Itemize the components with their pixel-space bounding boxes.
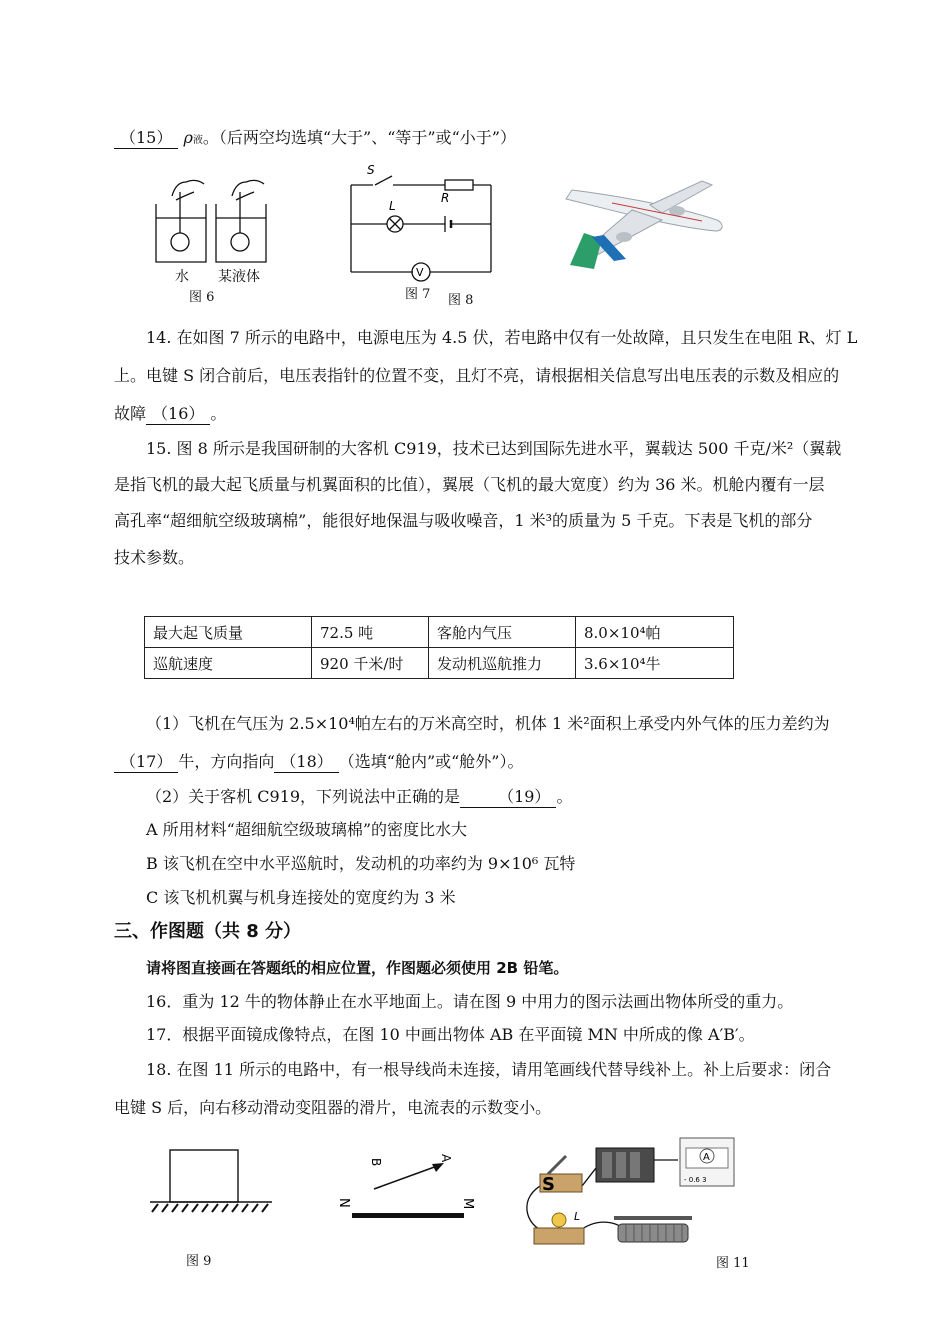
table-cell: 8.0×10⁴帕 (576, 617, 734, 648)
figure-9 (148, 1146, 274, 1216)
q18-line2: 电键 S 后，向右移动滑动变阻器的滑片，电流表的示数变小。 (114, 1098, 552, 1117)
fig7-label-r: R (441, 191, 450, 205)
q14-line2: 上。电键 S 闭合前后，电压表指针的位置不变，且灯不亮，请根据相关信息写出电压表的示数及相应的 (114, 366, 840, 385)
fig7-label-s: S (367, 163, 375, 177)
figure-11 (518, 1136, 748, 1252)
fig11-label-l: L (574, 1210, 581, 1223)
option-a: A 所用材料“超细航空级玻璃棉”的密度比水大 (146, 820, 468, 839)
q16: 16．重为 12 牛的物体静止在水平地面上。请在图 9 中用力的图示法画出物体所受的重力。 (146, 992, 794, 1011)
fig9-caption: 图 9 (186, 1254, 212, 1269)
rho-subscript: 液 (192, 135, 203, 146)
table-row (145, 648, 734, 679)
table-cell: 3.6×10⁴牛 (576, 648, 734, 679)
fig6-caption: 图 6 (189, 290, 215, 305)
table-cell: 920 千米/时 (312, 648, 429, 679)
q15-1-line1: （1）飞机在气压为 2.5×10⁴帕左右的万米高空时，机体 1 米²面积上承受内外气体的压力差约为 (146, 714, 830, 733)
q15-line1: 15. 图 8 所示是我国研制的大客机 C919，技术已达到国际先进水平，翼载达 500 千克/米²（翼载 (146, 439, 842, 458)
option-b: B 该飞机在空中水平巡航时，发动机的功率约为 9×10⁶ 瓦特 (146, 854, 576, 873)
tech-params-table (144, 616, 734, 679)
q17: 17．根据平面镜成像特点，在图 10 中画出物体 AB 在平面镜 MN 中所成的像 A′B′。 (146, 1025, 755, 1044)
answer-blank-18: （18） (274, 752, 338, 773)
q14-line3 (114, 404, 836, 425)
q15-2-line (114, 787, 836, 808)
fig11-caption: 图 11 (716, 1256, 750, 1271)
rho-symbol: ρ (183, 128, 193, 147)
fig7-label-l: L (389, 199, 396, 213)
fig10-label-n: N (336, 1198, 351, 1208)
q15-line4: 技术参数。 (114, 548, 195, 567)
table-cell: 72.5 吨 (312, 617, 429, 648)
q15-line2: 是指飞机的最大起飞质量与机翼面积的比值），翼展（飞机的最大宽度）约为 36 米。机舱内覆有一层 (114, 475, 825, 494)
answer-blank-15: （15） (114, 128, 178, 149)
fig6-label-water: 水 (175, 269, 189, 285)
q15-line3: 高孔率“超细航空级玻璃棉”，能很好地保温与吸收噪音，1 米³的质量为 5 千克。下表是飞机的部分 (114, 511, 813, 530)
fig7-label-v: V (416, 266, 424, 279)
line-15-rest: 。（后两空均选填“大于”、“等于”或“小于”） (202, 128, 516, 147)
option-c: C 该飞机机翼与机身连接处的宽度约为 3 米 (146, 888, 456, 907)
q15-2-post: 。 (556, 787, 573, 806)
fig10-label-m: M (460, 1198, 475, 1210)
section-3-title: 三、作图题（共 8 分） (114, 921, 302, 942)
q15-1-mid: 牛，方向指向 (178, 752, 275, 771)
q15-1-post: （选填“舱内”或“舱外”）。 (338, 752, 524, 771)
fig7-caption: 图 7 (405, 287, 431, 302)
q18-line1: 18. 在图 11 所示的电路中，有一根导线尚未连接，请用笔画线代替导线补上。补上后要求：闭合 (146, 1060, 832, 1079)
q14-line1: 14. 在如图 7 所示的电路中，电源电压为 4.5 伏，若电路中仅有一处故障，且只发生在电阻 R、灯 L (146, 328, 858, 347)
section-3-instruction: 请将图直接画在答题纸的相应位置，作图题必须使用 2B 铅笔。 (146, 959, 569, 977)
table-cell: 发动机巡航推力 (429, 648, 576, 679)
table-cell: 最大起飞质量 (145, 617, 312, 648)
answer-blank-17: （17） (114, 752, 178, 773)
figure-8-airplane-photo (552, 165, 732, 283)
q15-1-line2 (114, 752, 836, 773)
table-row (145, 617, 734, 648)
line-15 (114, 128, 836, 151)
fig6-label-liquid: 某液体 (218, 269, 260, 285)
q14-line3-post: 。 (210, 404, 227, 423)
answer-blank-19: （19） (460, 787, 556, 808)
figure-10 (332, 1140, 482, 1225)
table-cell: 客舱内气压 (429, 617, 576, 648)
table-cell: 巡航速度 (145, 648, 312, 679)
fig11-label-s: S (542, 1174, 555, 1195)
fig10-label-a: A (439, 1154, 453, 1163)
fig11-scale: - 0.6 3 (684, 1176, 707, 1184)
figure-7 (345, 160, 500, 285)
fig11-label-ammeter: A (703, 1152, 710, 1163)
q15-2-pre: （2）关于客机 C919，下列说法中正确的是 (146, 787, 461, 806)
answer-blank-16: （16） (146, 404, 210, 425)
fig10-label-b: B (369, 1158, 383, 1167)
fig8-caption: 图 8 (448, 293, 474, 308)
q14-line3-pre: 故障 (114, 404, 147, 423)
